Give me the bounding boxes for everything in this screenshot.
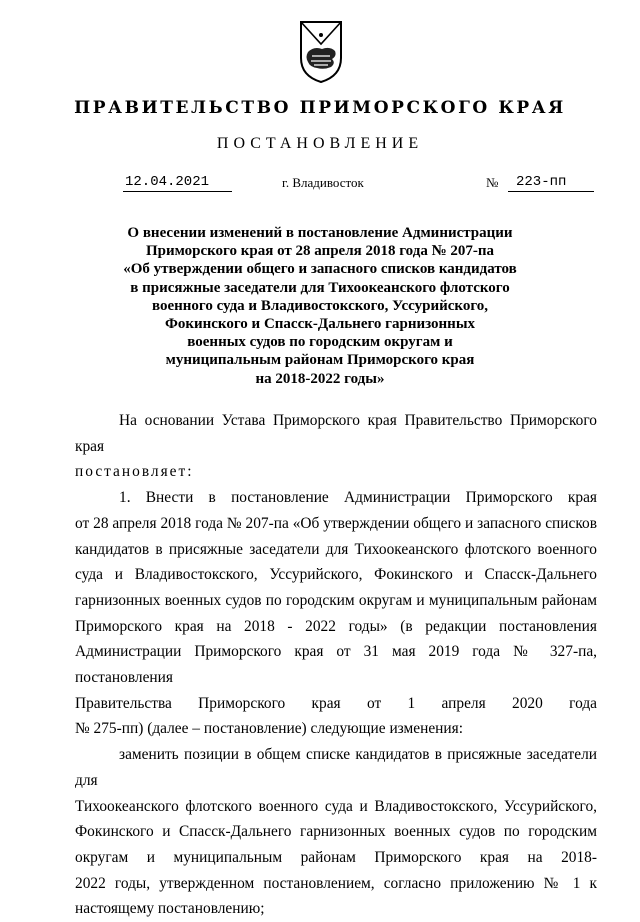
- body-line: гарнизонных военных судов по городским округам и муниципальным районам: [75, 591, 597, 609]
- document-type: ПОСТАНОВЛЕНИЕ: [216, 135, 424, 152]
- body-line: заменить позиции в общем списке кандидатов в присяжные заседатели для: [75, 746, 597, 789]
- document-number: 223-пп: [508, 174, 594, 192]
- title-line: военного суда и Владивостокского, Уссурийского,: [151, 297, 489, 314]
- title-line: военных судов по городским округам и: [187, 334, 453, 351]
- document-body: [75, 408, 597, 922]
- title-line: в присяжные заседатели для Тихоокеанского флотского: [130, 279, 510, 296]
- title-line: Фокинского и Спасск-Дальнего гарнизонных: [164, 316, 476, 333]
- document-title: [110, 224, 530, 388]
- body-line: Приморского края на 2018 - 2022 годы» (в редакции постановления: [75, 617, 597, 635]
- body-line: Тихоокеанского флотского военного суда и Владивостокского, Уссурийского,: [75, 797, 597, 815]
- body-line: Администрации Приморского края от 31 мая 2019 года № 327-па, постановления: [75, 643, 597, 687]
- body-line: 1. Внести в постановление Администрации Приморского края: [119, 489, 597, 507]
- body-line: 2022 годы, утвержденном постановлением, согласно приложению № 1 к: [75, 874, 597, 892]
- body-line: На основании Устава Приморского края Правительство Приморского края: [75, 412, 597, 455]
- title-line: на 2018-2022 годы»: [255, 370, 385, 387]
- title-line: муниципальным районам Приморского края: [165, 352, 475, 369]
- body-line: Фокинского и Спасск-Дальнего гарнизонных военных судов по городским: [75, 823, 597, 841]
- title-line: Приморского края от 28 апреля 2018 года № 207-па: [145, 243, 495, 260]
- document-city: г. Владивосток: [282, 175, 364, 190]
- title-line: «Об утверждении общего и запасного списков кандидатов: [123, 261, 517, 278]
- body-line: Правительства Приморского края от 1 апреля 2020 года: [75, 694, 597, 712]
- title-line: О внесении изменений в постановление Администрации: [127, 225, 513, 241]
- body-line: суда и Владивостокского, Уссурийского, Фокинского и Спасск-Дальнего: [75, 566, 597, 584]
- government-name: ПРАВИТЕЛЬСТВО ПРИМОРСКОГО КРАЯ: [74, 98, 566, 118]
- body-line: от 28 апреля 2018 года № 207-па «Об утверждении общего и запасного списков: [75, 514, 597, 532]
- document-date: 12.04.2021: [123, 174, 232, 192]
- body-line: кандидатов в присяжные заседатели для Тихоокеанского флотского военного: [75, 540, 597, 558]
- body-line: округам и муниципальным районам Приморского края на 2018-: [75, 848, 597, 866]
- body-line: настоящему постановлению;: [75, 900, 265, 918]
- body-line: постановляет:: [75, 463, 194, 481]
- body-line: № 275-пп) (далее – постановление) следующие изменения:: [75, 720, 464, 738]
- coat-of-arms-icon: [298, 18, 344, 84]
- number-sign: №: [486, 175, 499, 190]
